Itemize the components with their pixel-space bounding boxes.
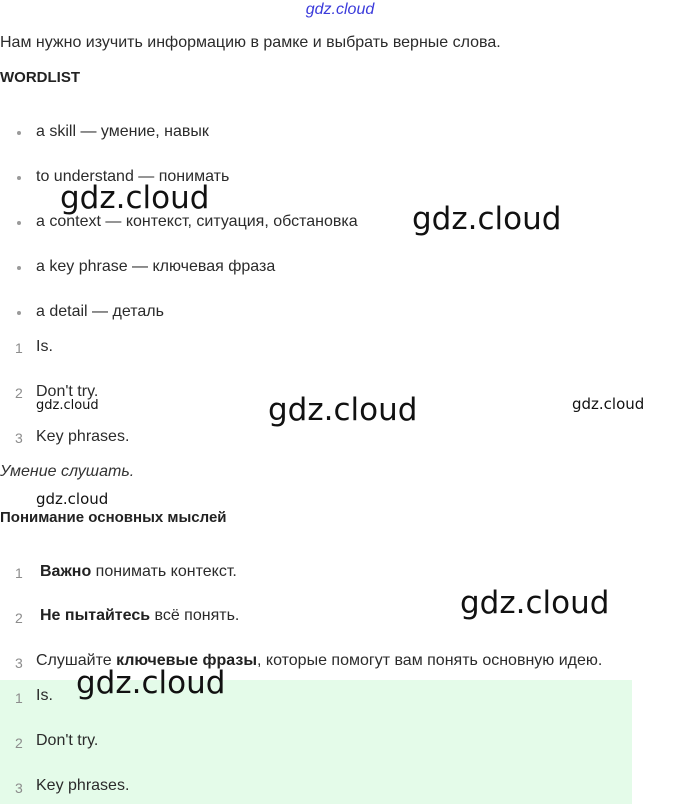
watermark: gdz.cloud	[412, 201, 562, 237]
list-number: 2	[15, 385, 23, 401]
answer-item: Is.	[36, 338, 53, 355]
wordlist-heading: WORDLIST	[0, 69, 80, 86]
tip-bold: Не пытайтесь	[40, 607, 151, 624]
bullet-dot	[17, 221, 21, 225]
answer-item: Is.	[36, 687, 53, 704]
watermark: gdz.cloud	[36, 398, 99, 413]
list-number: 1	[15, 565, 23, 581]
list-number: 3	[15, 655, 23, 671]
tip-item	[40, 607, 239, 625]
list-number: 1	[15, 690, 23, 706]
bullet-dot	[17, 131, 21, 135]
list-number: 3	[15, 780, 23, 796]
tip-item	[40, 563, 237, 581]
tip-rest: понимать контекст.	[91, 563, 237, 580]
wordlist-item: a context — контекст, ситуация, обстановка	[36, 213, 358, 230]
header-watermark: gdz.cloud	[305, 1, 375, 18]
wordlist-item: a detail — деталь	[36, 303, 164, 320]
bullet-dot	[17, 176, 21, 180]
wordlist-item: a key phrase — ключевая фраза	[36, 258, 276, 275]
watermark: gdz.cloud	[460, 585, 610, 621]
list-number: 1	[15, 340, 23, 356]
watermark: gdz.cloud	[60, 180, 210, 216]
tip-bold: ключевые фразы	[116, 652, 257, 669]
bullet-dot	[17, 266, 21, 270]
watermark: gdz.cloud	[268, 392, 418, 428]
section-subtitle: Умение слушать.	[0, 463, 135, 480]
answer-item: Key phrases.	[36, 428, 130, 445]
section-heading: Понимание основных мыслей	[0, 509, 227, 526]
list-number: 3	[15, 430, 23, 446]
answer-item: Don't try.	[36, 383, 99, 400]
tip-pre: Слушайте	[36, 652, 117, 669]
tip-rest: , которые помогут вам понять основную идею.	[257, 652, 603, 669]
list-number: 2	[15, 610, 23, 626]
wordlist-item: a skill — умение, навык	[36, 123, 209, 140]
watermark: gdz.cloud	[572, 395, 645, 413]
answer-item: Key phrases.	[36, 777, 130, 794]
watermark: gdz.cloud	[36, 490, 109, 508]
tip-bold: Важно	[40, 563, 92, 580]
tip-rest: всё понять.	[150, 607, 240, 624]
bullet-dot	[17, 311, 21, 315]
watermark: gdz.cloud	[76, 665, 226, 701]
intro-text: Нам нужно изучить информацию в рамке и выбрать верные слова.	[0, 34, 501, 51]
answer-item: Don't try.	[36, 732, 99, 749]
wordlist-item: to understand — понимать	[36, 168, 230, 185]
list-number: 2	[15, 735, 23, 751]
